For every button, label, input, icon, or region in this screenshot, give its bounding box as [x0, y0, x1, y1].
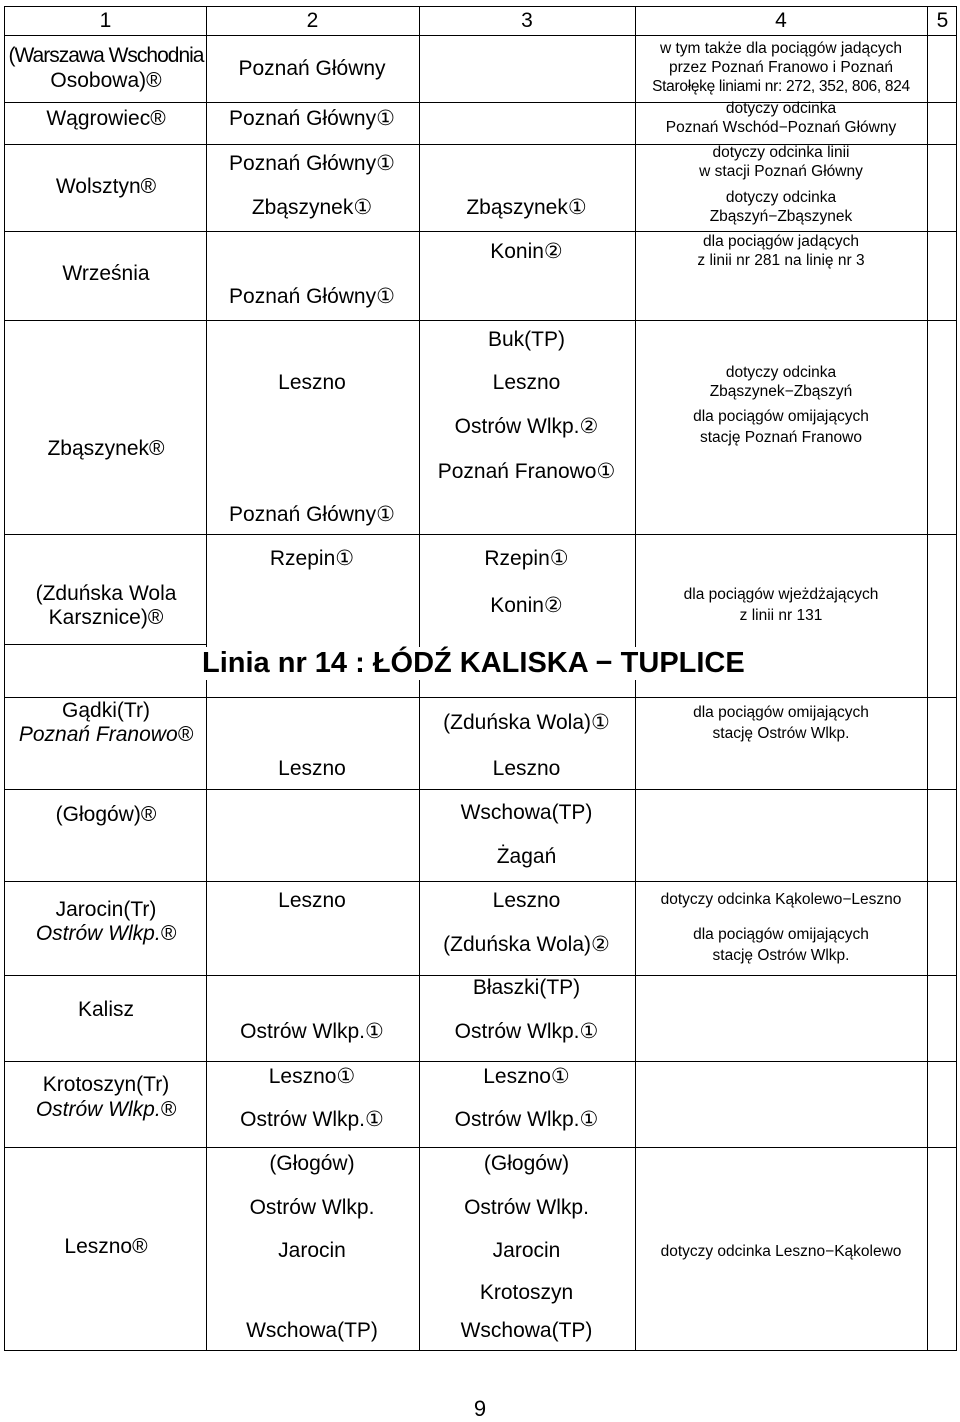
route-via: Ostrów Wlkp.①	[454, 1108, 599, 1131]
station-name: Gądki(Tr)	[62, 699, 150, 722]
route-via: Poznań Franowo①	[437, 460, 616, 483]
route-via: Rzepin①	[484, 547, 569, 570]
note: stację Ostrów Wlkp.	[712, 947, 850, 964]
route-via: Wschowa(TP)	[246, 1319, 378, 1342]
row-divider	[5, 320, 956, 321]
route-via: Poznań Główny①	[229, 503, 395, 526]
route-via: Leszno	[492, 757, 561, 780]
note: dla pociągów omijających	[693, 408, 869, 425]
route-via: Ostrów Wlkp.	[464, 1196, 589, 1219]
header-col-2: 2	[306, 9, 319, 32]
route-via: Poznań Główny①	[229, 285, 395, 308]
route-via: Leszno①	[268, 1065, 356, 1088]
station-name: Wolsztyn®	[55, 175, 157, 198]
station-name: Leszno®	[64, 1235, 148, 1258]
header-col-3: 3	[521, 9, 533, 32]
note: dla pociągów wjeżdżających	[683, 586, 879, 603]
station-name: Wągrowiec®	[46, 107, 166, 130]
route-via: Poznań Główny	[238, 57, 386, 80]
station-name: Ostrów Wlkp.®	[35, 1098, 177, 1121]
route-via: Jarocin	[492, 1239, 561, 1262]
route-via: Ostrów Wlkp.①	[454, 1020, 599, 1043]
route-via: Krotoszyn	[479, 1281, 574, 1304]
route-via: Żagań	[496, 845, 557, 868]
row-divider	[5, 1061, 956, 1062]
route-via: (Zduńska Wola)②	[443, 933, 610, 956]
note: dla pociągów omijających	[693, 704, 869, 721]
note: dotyczy odcinka	[725, 189, 837, 206]
column-divider	[927, 7, 928, 1350]
station-name: Osobowa)®	[50, 69, 162, 92]
route-via: Poznań Główny①	[229, 107, 395, 130]
station-name: Zbąszynek®	[47, 437, 165, 460]
route-via: Poznań Główny①	[229, 152, 395, 175]
row-divider	[5, 881, 956, 882]
station-name: (Głogów)®	[55, 803, 157, 826]
note: przez Poznań Franowo i Poznań	[668, 59, 894, 76]
row-divider	[5, 644, 206, 645]
route-via: (Głogów)	[269, 1152, 355, 1175]
station-name: Karsznice)®	[48, 606, 164, 629]
route-via: Ostrów Wlkp.②	[454, 415, 599, 438]
note: dotyczy odcinka	[725, 364, 837, 381]
note: stację Poznań Franowo	[700, 429, 862, 446]
route-via: Leszno	[278, 889, 346, 912]
route-via: Leszno	[492, 371, 561, 394]
route-via: Wschowa(TP)	[460, 801, 593, 824]
note: dotyczy odcinka linii	[712, 144, 850, 161]
station-name: (Zduńska Wola	[35, 582, 177, 605]
note: Poznań Wschód−Poznań Główny	[665, 119, 897, 136]
page-number: 9	[473, 1396, 487, 1421]
row-divider	[5, 534, 956, 535]
station-name: Ostrów Wlkp.®	[35, 922, 177, 945]
route-via: Leszno	[278, 757, 346, 780]
note: w stacji Poznań Główny	[699, 163, 863, 180]
row-divider	[5, 789, 956, 790]
header-col-1: 1	[99, 9, 112, 32]
station-name: Jarocin(Tr)	[55, 898, 157, 921]
note: Starołękę liniami nr: 272, 352, 806, 824	[652, 78, 910, 95]
route-via: Rzepin①	[269, 547, 355, 570]
note: dla pociągów jadących	[703, 233, 859, 250]
route-via: Wschowa(TP)	[460, 1319, 593, 1342]
route-via: Ostrów Wlkp.①	[240, 1020, 384, 1043]
line-title: Linia nr 14 : ŁÓDŹ KALISKA − TUPLICE	[198, 647, 749, 680]
route-via: Leszno①	[483, 1065, 570, 1088]
route-via: Ostrów Wlkp.①	[240, 1108, 384, 1131]
route-via: Leszno	[492, 889, 561, 912]
route-via: Buk(TP)	[487, 328, 565, 351]
route-via: Leszno	[278, 371, 346, 394]
row-divider	[5, 697, 956, 698]
note: Zbąszynek−Zbąszyń	[709, 383, 853, 400]
row-divider	[5, 1147, 956, 1148]
note: z linii nr 281 na linię nr 3	[697, 252, 865, 269]
header-col-5: 5	[936, 9, 949, 32]
note: w tym także dla pociągów jadących	[659, 40, 903, 57]
note: dotyczy odcinka	[725, 100, 837, 117]
route-via: Ostrów Wlkp.	[249, 1196, 375, 1219]
header-col-4: 4	[775, 9, 787, 32]
note: dotyczy odcinka Kąkolewo−Leszno	[660, 891, 902, 908]
route-via: Jarocin	[278, 1239, 346, 1262]
route-via: Zbąszynek①	[251, 196, 373, 219]
route-via: Zbąszynek①	[466, 196, 587, 219]
route-via: Błaszki(TP)	[472, 976, 581, 999]
route-via: Konin②	[490, 594, 563, 617]
note: z linii nr 131	[739, 607, 823, 624]
station-name: Września	[62, 262, 150, 285]
route-via: (Zduńska Wola)①	[443, 711, 610, 734]
note: stację Ostrów Wlkp.	[712, 725, 850, 742]
route-via: Konin②	[490, 240, 563, 263]
station-name: Poznań Franowo®	[18, 723, 194, 746]
note: dla pociągów omijających	[693, 926, 869, 943]
header-divider	[5, 35, 956, 36]
station-name: Krotoszyn(Tr)	[42, 1073, 170, 1096]
note: dotyczy odcinka Leszno−Kąkolewo	[660, 1243, 902, 1260]
note: Zbąszyń−Zbąszynek	[709, 208, 853, 225]
station-name: Kalisz	[77, 998, 135, 1021]
station-name: (Warszawa Wschodnia	[8, 44, 204, 67]
route-via: (Głogów)	[483, 1152, 570, 1175]
